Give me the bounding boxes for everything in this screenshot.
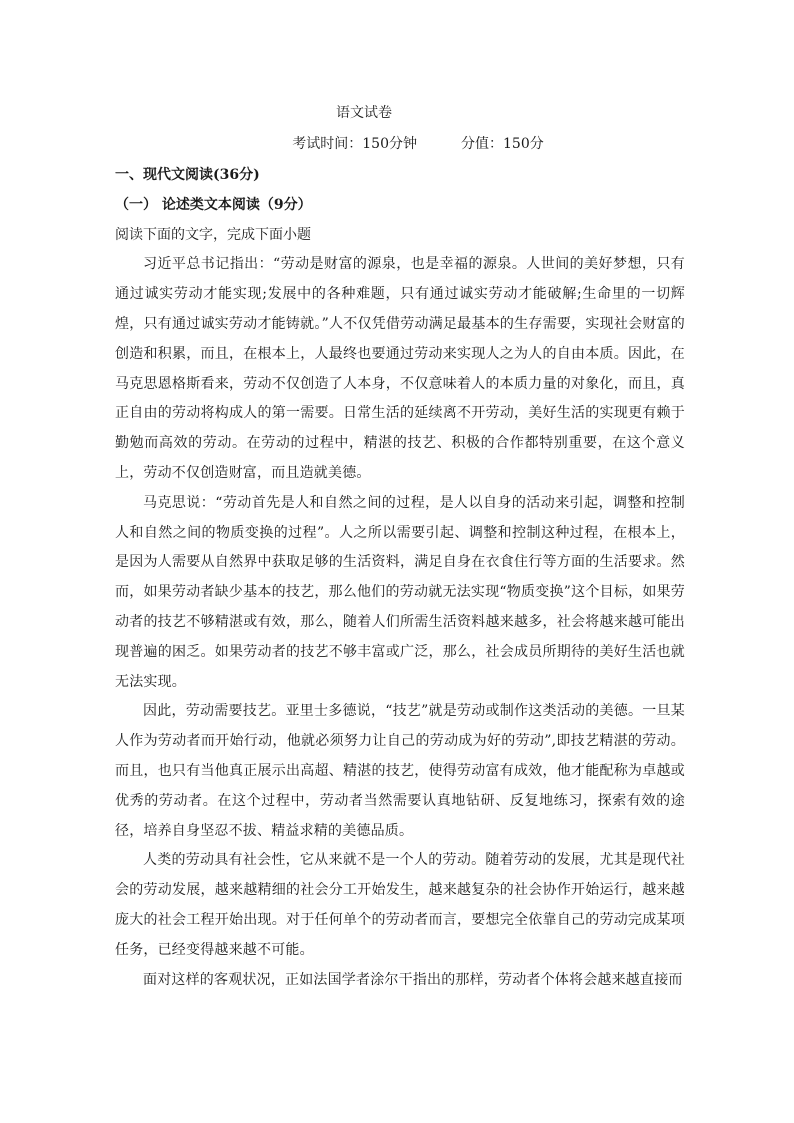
passage-paragraph: 面对这样的客观状况，正如法国学者涂尔干指出的那样，劳动者个体将会越来越直接而 [143,971,683,988]
passage-paragraph: 习近平总书记指出：“劳动是财富的源泉，也是幸福的源泉。人世间的美好梦想，只有通过诚实劳动才能实现;发展中的各种难题，只有通过诚实劳动才能破解;生命里的一切辉煌，只有通过诚实劳动才能铸就。”人不仅凭借劳动满足最基本的生存需要，实现社会财富的创造和积累，而且，在根本上，人最终也要通过劳动来实现人之为人的自由本质。因此，在马克思恩格斯看来，劳动不仅创造了人本身，不仅意味着人的本质力量的对象化，而且，真正自由的劳动将构成人的第一需要。日常生活的延续离不开劳动，美好生活的实现更有赖于勤勉而高效的劳动。在劳动的过程中，精湛的技艺、积极的合作都特别重要，在这个意义上，劳动不仅创造财富，而且造就美德。 [115,256,685,481]
passage-paragraph: 人类的劳动具有社会性，它从来就不是一个人的劳动。随着劳动的发展，尤其是现代社会的劳动发展，越来越精细的社会分工开始发生，越来越复杂的社会协作开始运行，越来越庞大的社会工程开始出现。对于任何单个的劳动者而言，要想完全依靠自己的劳动完成某项任务，已经变得越来越不可能。 [115,852,685,958]
passage-paragraph: 马克思说：“劳动首先是人和自然之间的过程，是人以自身的活动来引起，调整和控制人和自然之间的物质变换的过程”。人之所以需要引起、调整和控制这种过程，在根本上，是因为人需要从自然界中获取足够的生活资料，满足自身在衣食住行等方面的生活要求。然而，如果劳动者缺少基本的技艺，那么他们的劳动就无法实现“物质变换”这个目标，如果劳动者的技艺不够精湛或有效，那么，随着人们所需生活资料越来越多，社会将越来越可能出现普遍的困乏。如果劳动者的技艺不够丰富或广泛，那么，社会成员所期待的美好生活也就无法实现。 [115,494,685,690]
section-heading: 一、现代文阅读(36分) [115,167,260,183]
subsection-heading: （一） 论述类文本阅读（9分） [115,196,312,213]
reading-instruction: 阅读下面的文字，完成下面小题 [115,226,311,243]
exam-info-line [0,133,794,155]
exam-score: 分值：150分 [461,136,544,152]
exam-content [115,161,685,995]
exam-time: 考试时间：150分钟 [292,136,417,152]
page-title: 语文试卷 [336,105,392,121]
passage-paragraph: 因此，劳动需要技艺。亚里士多德说，“技艺”就是劳动或制作这类活动的美德。一旦某人作为劳动者而开始行动，他就必须努力让自己的劳动成为好的劳动”,即技艺精湛的劳动。而且，也只有当他真正展示出高超、精湛的技艺，使得劳动富有成效，他才能配称为卓越或优秀的劳动者。在这个过程中，劳动者当然需要认真地钻研、反复地练习，探索有效的途径，培养自身坚忍不拔、精益求精的美德品质。 [115,703,685,839]
